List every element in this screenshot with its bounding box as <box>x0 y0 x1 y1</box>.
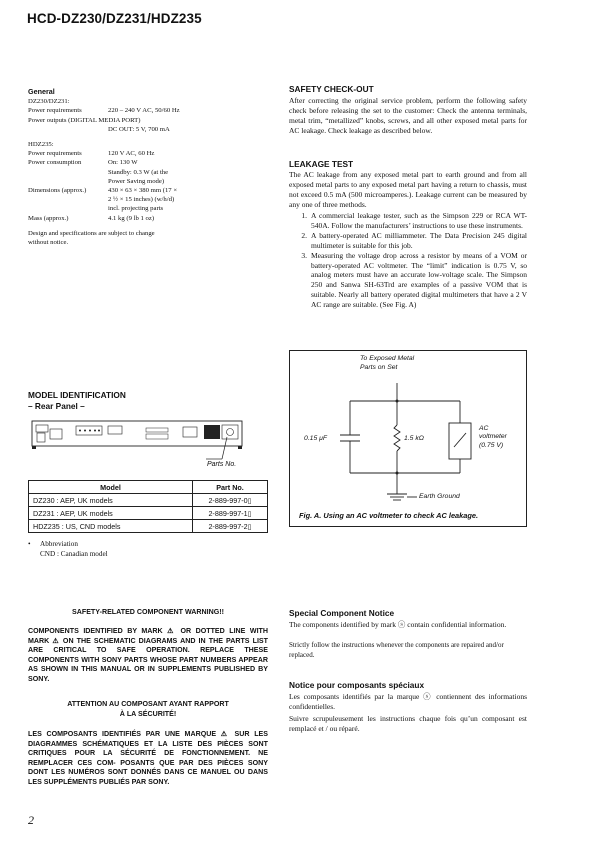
spec-row <box>28 186 263 195</box>
spec-row <box>28 106 263 115</box>
warning-fr-title-2: À LA SÉCURITÉ! <box>119 709 177 718</box>
model-table-header: Model <box>29 481 193 494</box>
spec-label <box>28 195 108 204</box>
list-item-text: Measuring the voltage drop across a resistor by means of a VOM or battery-operated AC voltmeter. The “limit” indication is 0.75 V, so analog meters must have an accurate low-voltage scale. The Simpson 250 and Sanwa SH-63Trd are examples of a passive VOM that is suitable. Nearly all battery operated digital multimeters that have a 2 V AC range are suitable. (See Fig. A) <box>311 250 527 310</box>
voltmeter-label-3: (0.75 V) <box>479 441 504 449</box>
spec-note: Design and specifications are subject to change without notice. <box>28 229 155 247</box>
spec-label <box>28 168 108 177</box>
model-table <box>28 480 268 533</box>
list-item <box>289 231 527 251</box>
abbr-title: Abbreviation <box>40 540 78 548</box>
table-row <box>29 507 268 520</box>
notice-fr-title: Notice pour composants spéciaux <box>289 680 425 690</box>
spec-row <box>28 204 263 213</box>
notice-fr-text-2: Suivre scrupuleusement les instructions chaque fois qu’un composant est remplacé et / ou réparé. <box>289 714 527 733</box>
spec-row <box>28 158 263 167</box>
resistor-label: 1.5 kΩ <box>404 435 424 442</box>
spec-group-2-rows <box>28 149 263 223</box>
warning-fr-text: LES COMPOSANTS IDENTIFIÉS PAR UNE MARQUE ⚠ SUR LES DIAGRAMMES SCHÉMATIQUES ET LA LISTE DES PIÈCES SONT CRITIQUES POUR LA SÉCURITÉ DE FONCTIONNEMENT. NE REMPLACER CES COM- POSANTS QUE PAR DES PIÈCES SONY DONT LES NUMÉROS SONT DONNÉS DANS CE MANUEL OU DANS LES SUPPLÉMENTS PUBLIÉS PAR SONY. <box>28 730 268 786</box>
spec-row <box>28 149 263 158</box>
spec-heading: General <box>28 87 55 96</box>
list-item <box>289 211 527 231</box>
voltmeter-label-1: AC <box>479 425 489 432</box>
part-number-cell: 2-889-997-2▯ <box>193 520 268 533</box>
spec-value: 2 ½ × 15 inches) (w/h/d) <box>108 196 175 204</box>
abbr-text: CND : Canadian model <box>40 549 108 558</box>
list-item-number: 2. <box>301 230 307 240</box>
list-item-text: A commercial leakage tester, such as the Simpson 229 or RCA WT-540A. Follow the manufacturers’ instructions to use these instruments. <box>311 211 527 230</box>
spec-value: 4.1 kg (9 lb 1 oz) <box>108 214 155 222</box>
warning-fr-title-1: ATTENTION AU COMPOSANT AYANT RAPPORT <box>67 700 229 708</box>
spec-row <box>28 214 263 223</box>
spec-label: Power requirements <box>28 150 82 158</box>
figure-a-frame <box>289 350 527 527</box>
model-cell: DZ230 : AEP, UK models <box>29 494 193 507</box>
voltmeter-label <box>479 425 507 450</box>
spec-label: Power requirements <box>28 107 82 115</box>
model-cell: HDZ235 : US, CND models <box>29 520 193 533</box>
spec-value: Standby: 0.3 W (at the <box>108 168 169 176</box>
special-notice-title: Special Component Notice <box>289 608 395 618</box>
special-notice-text-2: Strictly follow the instructions whenever the components are repaired and/or replaced. <box>289 641 504 659</box>
figure-top-label-2: Parts on Set <box>360 363 398 371</box>
notice-fr-text-1: Les composants identifiés par la marque ⓢ contiennent des informations confidentielles. <box>289 692 527 711</box>
figure-top-label <box>360 355 414 372</box>
spec-row <box>28 116 263 125</box>
figure-caption: Fig. A. Using an AC voltmeter to check AC leakage. <box>299 511 479 520</box>
spec-label: Power consumption <box>28 159 82 167</box>
spec-value: On: 130 W <box>108 159 138 167</box>
model-table-header: Part No. <box>193 481 268 494</box>
page-number: 2 <box>28 813 34 827</box>
spec-value: incl. projecting parts <box>108 205 164 213</box>
list-item-number: 3. <box>301 250 307 260</box>
spec-row <box>28 195 263 204</box>
spec-group-2: HDZ235: <box>28 141 54 149</box>
spec-value: 220 – 240 V AC, 50/60 Hz <box>108 107 180 115</box>
table-row <box>29 494 268 507</box>
part-number-cell: 2-889-997-1▯ <box>193 507 268 520</box>
model-id-title: MODEL IDENTIFICATION <box>28 390 126 400</box>
warning-text: COMPONENTS IDENTIFIED BY MARK ⚠ OR DOTTED LINE WITH MARK ⚠ ON THE SCHEMATIC DIAGRAMS AND IN THE PARTS LIST ARE CRITICAL TO SAFE OPERATION. REPLACE THESE COMPONENTS WITH SONY PARTS WHOSE PART NUMBERS APPEAR AS SHOWN IN THIS MANUAL OR IN SUPPLEMENTS PUBLISHED BY SONY. <box>28 627 268 683</box>
model-id-subtitle: – Rear Panel – <box>28 401 85 411</box>
leakage-methods-list <box>289 211 527 310</box>
list-item-text: A battery-operated AC milliammeter. The Data Precision 245 digital multimeter is suitable for this job. <box>311 230 527 250</box>
spec-label <box>28 177 108 186</box>
special-notice-text-1: The components identified by mark ⓢ contain confidential information. <box>289 620 507 629</box>
spec-value: 120 V AC, 60 Hz <box>108 150 155 158</box>
spec-label: Mass (approx.) <box>28 214 69 222</box>
earth-ground-label: Earth Ground <box>419 493 460 500</box>
safety-checkout-title: SAFETY CHECK-OUT <box>289 84 374 94</box>
abbreviation: • Abbreviation CND : Canadian model <box>28 540 108 558</box>
spec-block <box>28 87 263 247</box>
spec-value: Power Saving mode) <box>108 177 165 185</box>
spec-group-1-rows <box>28 106 263 134</box>
figure-top-label-1: To Exposed Metal <box>360 355 415 362</box>
leakage-test-title: LEAKAGE TEST <box>289 159 354 169</box>
page-title: HCD-DZ230/DZ231/HDZ235 <box>27 11 202 26</box>
parts-no-label: Parts No. <box>207 461 237 468</box>
warning-fr-title <box>28 700 268 719</box>
spec-row <box>28 125 263 134</box>
spec-label <box>28 204 108 213</box>
spec-label: Dimensions (approx.) <box>28 187 87 195</box>
list-item <box>289 251 527 310</box>
leakage-test-text: The AC leakage from any exposed metal part to earth ground and from all exposed metal parts to any exposed metal part having a return to chassis, must not exceed 0.5 mA (500 microamperes.). Leakage current can be measured by any one of three methods. <box>289 170 527 209</box>
spec-label: Power outputs (DIGITAL MEDIA PORT) <box>28 116 141 124</box>
warning-title: SAFETY-RELATED COMPONENT WARNING!! <box>72 608 224 616</box>
spec-row <box>28 168 263 177</box>
spec-value <box>141 116 264 125</box>
spec-value: DC OUT: 5 V, 700 mA <box>108 125 170 133</box>
part-number-cell: 2-889-997-0▯ <box>193 494 268 507</box>
model-cell: DZ231 : AEP, UK models <box>29 507 193 520</box>
table-row <box>29 520 268 533</box>
spec-value: 430 × 63 × 380 mm (17 × <box>108 187 178 195</box>
capacitor-label: 0.15 μF <box>304 435 327 442</box>
spec-row <box>28 177 263 186</box>
spec-group-1: DZ230/DZ231: <box>28 98 70 106</box>
safety-checkout-text: After correcting the original service problem, perform the following safety check before releasing the set to the customer: Check the antenna terminals, metal trim, “metallized” knobs, screws, and all other exposed metal parts for AC leakage. Check leakage as described below. <box>289 96 527 135</box>
spec-label <box>28 125 108 134</box>
voltmeter-label-2: voltmeter <box>479 433 507 441</box>
list-item-number: 1. <box>301 211 307 220</box>
